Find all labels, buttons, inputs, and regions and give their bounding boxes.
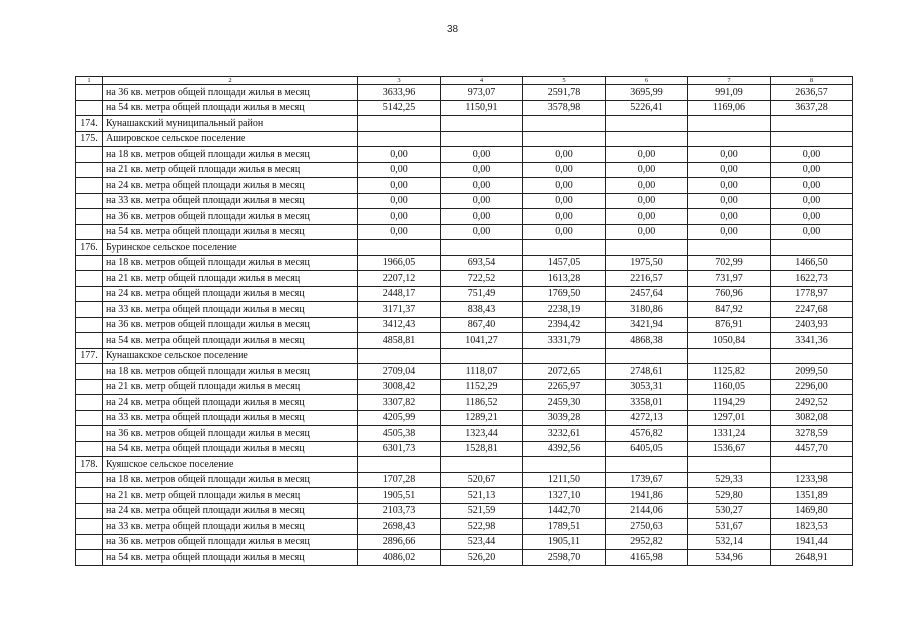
value-cell: 2265,97 <box>523 379 606 395</box>
value-cell: 2459,30 <box>523 395 606 411</box>
value-cell: 973,07 <box>441 85 523 101</box>
row-number <box>76 550 103 566</box>
value-cell <box>771 348 853 364</box>
value-cell: 529,80 <box>688 488 771 504</box>
value-cell: 0,00 <box>606 209 688 225</box>
value-cell: 2896,66 <box>358 534 441 550</box>
value-cell: 1351,89 <box>771 488 853 504</box>
table-row <box>76 240 853 256</box>
row-number <box>76 379 103 395</box>
value-cell <box>688 240 771 256</box>
value-cell: 2072,65 <box>523 364 606 380</box>
table-row <box>76 178 853 194</box>
row-label: на 33 кв. метра общей площади жилья в месяц <box>103 519 358 535</box>
column-number: 2 <box>103 77 358 85</box>
value-cell: 4086,02 <box>358 550 441 566</box>
value-cell: 1233,98 <box>771 472 853 488</box>
value-cell: 1905,11 <box>523 534 606 550</box>
value-cell: 2591,78 <box>523 85 606 101</box>
value-cell: 2207,12 <box>358 271 441 287</box>
value-cell: 3008,42 <box>358 379 441 395</box>
row-number <box>76 271 103 287</box>
value-cell: 1041,27 <box>441 333 523 349</box>
row-label: Куяшское сельское поселение <box>103 457 358 473</box>
table-row <box>76 162 853 178</box>
row-number: 177. <box>76 348 103 364</box>
table-row <box>76 85 853 101</box>
value-cell: 0,00 <box>771 178 853 194</box>
value-cell: 3039,28 <box>523 410 606 426</box>
value-cell: 0,00 <box>771 147 853 163</box>
value-cell: 0,00 <box>606 162 688 178</box>
value-cell: 2238,19 <box>523 302 606 318</box>
value-cell: 1613,28 <box>523 271 606 287</box>
tariff-table <box>75 76 853 566</box>
value-cell <box>688 348 771 364</box>
value-cell <box>523 116 606 132</box>
row-label: Ашировское сельское поселение <box>103 131 358 147</box>
table-row <box>76 224 853 240</box>
value-cell: 0,00 <box>523 209 606 225</box>
value-cell: 0,00 <box>606 224 688 240</box>
row-label: на 54 кв. метра общей площади жилья в месяц <box>103 333 358 349</box>
table-row <box>76 550 853 566</box>
row-number <box>76 395 103 411</box>
table-row <box>76 286 853 302</box>
table-row <box>76 147 853 163</box>
value-cell <box>688 116 771 132</box>
value-cell: 6405,05 <box>606 441 688 457</box>
value-cell: 1050,84 <box>688 333 771 349</box>
value-cell: 0,00 <box>688 147 771 163</box>
row-label: Кунашакское сельское поселение <box>103 348 358 364</box>
value-cell: 4205,99 <box>358 410 441 426</box>
value-cell: 3082,08 <box>771 410 853 426</box>
row-number <box>76 519 103 535</box>
row-label: Кунашакский муниципальный район <box>103 116 358 132</box>
value-cell <box>606 348 688 364</box>
column-number: 1 <box>76 77 103 85</box>
table-row <box>76 100 853 116</box>
row-number <box>76 317 103 333</box>
value-cell: 1289,21 <box>441 410 523 426</box>
value-cell: 1739,67 <box>606 472 688 488</box>
value-cell: 2748,61 <box>606 364 688 380</box>
value-cell: 2492,52 <box>771 395 853 411</box>
value-cell: 3053,31 <box>606 379 688 395</box>
row-number <box>76 85 103 101</box>
value-cell: 2403,93 <box>771 317 853 333</box>
value-cell: 2952,82 <box>606 534 688 550</box>
value-cell: 529,33 <box>688 472 771 488</box>
value-cell: 1150,91 <box>441 100 523 116</box>
value-cell <box>606 240 688 256</box>
table-row <box>76 472 853 488</box>
table-row <box>76 519 853 535</box>
value-cell: 1966,05 <box>358 255 441 271</box>
row-number <box>76 286 103 302</box>
row-label: на 36 кв. метров общей площади жилья в месяц <box>103 426 358 442</box>
column-number: 3 <box>358 77 441 85</box>
row-label: на 18 кв. метров общей площади жилья в месяц <box>103 147 358 163</box>
value-cell: 1778,97 <box>771 286 853 302</box>
value-cell: 0,00 <box>771 209 853 225</box>
row-number <box>76 193 103 209</box>
table-body <box>76 77 853 566</box>
value-cell: 2247,68 <box>771 302 853 318</box>
value-cell: 0,00 <box>606 178 688 194</box>
value-cell: 1160,05 <box>688 379 771 395</box>
value-cell: 0,00 <box>441 209 523 225</box>
value-cell: 2296,00 <box>771 379 853 395</box>
value-cell: 3421,94 <box>606 317 688 333</box>
value-cell: 2750,63 <box>606 519 688 535</box>
value-cell: 1707,28 <box>358 472 441 488</box>
row-number: 175. <box>76 131 103 147</box>
value-cell: 1466,50 <box>771 255 853 271</box>
value-cell: 521,59 <box>441 503 523 519</box>
column-number: 8 <box>771 77 853 85</box>
table-row <box>76 348 853 364</box>
value-cell <box>441 457 523 473</box>
value-cell: 867,40 <box>441 317 523 333</box>
value-cell <box>441 131 523 147</box>
table-row <box>76 488 853 504</box>
value-cell: 0,00 <box>358 178 441 194</box>
value-cell: 0,00 <box>688 193 771 209</box>
value-cell: 0,00 <box>771 162 853 178</box>
row-label: на 21 кв. метр общей площади жилья в месяц <box>103 488 358 504</box>
value-cell: 1125,82 <box>688 364 771 380</box>
value-cell: 1118,07 <box>441 364 523 380</box>
value-cell: 1905,51 <box>358 488 441 504</box>
value-cell <box>771 457 853 473</box>
value-cell <box>358 131 441 147</box>
value-cell: 3341,36 <box>771 333 853 349</box>
value-cell <box>358 240 441 256</box>
value-cell: 751,49 <box>441 286 523 302</box>
value-cell <box>771 131 853 147</box>
value-cell: 4272,13 <box>606 410 688 426</box>
value-cell: 520,67 <box>441 472 523 488</box>
table-row <box>76 302 853 318</box>
value-cell: 0,00 <box>441 162 523 178</box>
value-cell: 4576,82 <box>606 426 688 442</box>
row-label: на 18 кв. метров общей площади жилья в месяц <box>103 364 358 380</box>
value-cell <box>358 116 441 132</box>
value-cell: 2709,04 <box>358 364 441 380</box>
row-label: на 18 кв. метров общей площади жилья в месяц <box>103 472 358 488</box>
value-cell: 1469,80 <box>771 503 853 519</box>
value-cell: 4858,81 <box>358 333 441 349</box>
value-cell: 3358,01 <box>606 395 688 411</box>
value-cell: 1528,81 <box>441 441 523 457</box>
value-cell: 760,96 <box>688 286 771 302</box>
value-cell: 3180,86 <box>606 302 688 318</box>
value-cell <box>688 457 771 473</box>
value-cell: 693,54 <box>441 255 523 271</box>
value-cell <box>523 240 606 256</box>
value-cell: 991,09 <box>688 85 771 101</box>
row-label: на 33 кв. метра общей площади жилья в месяц <box>103 193 358 209</box>
value-cell: 1442,70 <box>523 503 606 519</box>
column-number: 5 <box>523 77 606 85</box>
table-row <box>76 379 853 395</box>
table-row <box>76 441 853 457</box>
row-number: 174. <box>76 116 103 132</box>
value-cell: 523,44 <box>441 534 523 550</box>
value-cell: 3278,59 <box>771 426 853 442</box>
value-cell: 2103,73 <box>358 503 441 519</box>
row-label: на 24 кв. метра общей площади жилья в месяц <box>103 395 358 411</box>
value-cell <box>358 457 441 473</box>
value-cell: 0,00 <box>606 147 688 163</box>
value-cell: 4392,56 <box>523 441 606 457</box>
value-cell: 0,00 <box>441 193 523 209</box>
value-cell: 2457,64 <box>606 286 688 302</box>
value-cell <box>771 240 853 256</box>
value-cell: 1323,44 <box>441 426 523 442</box>
value-cell: 1789,51 <box>523 519 606 535</box>
value-cell: 2636,57 <box>771 85 853 101</box>
value-cell: 1941,44 <box>771 534 853 550</box>
table-row <box>76 503 853 519</box>
value-cell: 521,13 <box>441 488 523 504</box>
value-cell: 3171,37 <box>358 302 441 318</box>
value-cell <box>771 116 853 132</box>
table-row <box>76 209 853 225</box>
row-number <box>76 255 103 271</box>
table-row <box>76 317 853 333</box>
value-cell <box>523 348 606 364</box>
table-row <box>76 193 853 209</box>
row-number <box>76 426 103 442</box>
row-label: на 54 кв. метра общей площади жилья в месяц <box>103 550 358 566</box>
value-cell: 1823,53 <box>771 519 853 535</box>
row-number <box>76 302 103 318</box>
row-label: на 33 кв. метра общей площади жилья в месяц <box>103 302 358 318</box>
value-cell: 0,00 <box>523 147 606 163</box>
value-cell: 2698,43 <box>358 519 441 535</box>
value-cell: 4505,38 <box>358 426 441 442</box>
table-row <box>76 333 853 349</box>
row-label: на 21 кв. метр общей площади жилья в месяц <box>103 379 358 395</box>
table-row <box>76 457 853 473</box>
value-cell <box>606 457 688 473</box>
row-number: 176. <box>76 240 103 256</box>
column-number: 4 <box>441 77 523 85</box>
value-cell: 1152,29 <box>441 379 523 395</box>
value-cell: 3412,43 <box>358 317 441 333</box>
row-label: на 21 кв. метр общей площади жилья в месяц <box>103 162 358 178</box>
table-row <box>76 116 853 132</box>
value-cell: 6301,73 <box>358 441 441 457</box>
value-cell: 731,97 <box>688 271 771 287</box>
value-cell: 876,91 <box>688 317 771 333</box>
value-cell <box>523 131 606 147</box>
row-label: на 24 кв. метра общей площади жилья в месяц <box>103 286 358 302</box>
table-row <box>76 364 853 380</box>
row-number <box>76 333 103 349</box>
row-label: на 54 кв. метра общей площади жилья в месяц <box>103 441 358 457</box>
value-cell: 838,43 <box>441 302 523 318</box>
value-cell: 702,99 <box>688 255 771 271</box>
table-row <box>76 131 853 147</box>
value-cell: 3578,98 <box>523 100 606 116</box>
value-cell: 1169,06 <box>688 100 771 116</box>
value-cell: 0,00 <box>688 224 771 240</box>
row-label: на 24 кв. метра общей площади жилья в месяц <box>103 178 358 194</box>
row-label: на 36 кв. метров общей площади жилья в месяц <box>103 85 358 101</box>
value-cell <box>606 131 688 147</box>
value-cell: 0,00 <box>358 162 441 178</box>
value-cell: 0,00 <box>441 224 523 240</box>
value-cell: 0,00 <box>771 193 853 209</box>
row-number <box>76 162 103 178</box>
value-cell: 3633,96 <box>358 85 441 101</box>
table-row <box>76 426 853 442</box>
value-cell: 2099,50 <box>771 364 853 380</box>
table-row <box>76 255 853 271</box>
value-cell: 0,00 <box>358 224 441 240</box>
row-number <box>76 100 103 116</box>
row-label: на 24 кв. метра общей площади жилья в месяц <box>103 503 358 519</box>
value-cell: 1211,50 <box>523 472 606 488</box>
row-label: на 33 кв. метра общей площади жилья в месяц <box>103 410 358 426</box>
value-cell <box>441 240 523 256</box>
value-cell: 3307,82 <box>358 395 441 411</box>
value-cell: 3232,61 <box>523 426 606 442</box>
row-label: на 54 кв. метра общей площади жилья в месяц <box>103 224 358 240</box>
value-cell: 530,27 <box>688 503 771 519</box>
row-label: на 21 кв. метр общей площади жилья в месяц <box>103 271 358 287</box>
value-cell: 722,52 <box>441 271 523 287</box>
table-row <box>76 271 853 287</box>
column-number: 6 <box>606 77 688 85</box>
row-number <box>76 364 103 380</box>
value-cell <box>441 116 523 132</box>
row-number <box>76 534 103 550</box>
row-number <box>76 410 103 426</box>
value-cell: 1622,73 <box>771 271 853 287</box>
value-cell: 4457,70 <box>771 441 853 457</box>
value-cell: 0,00 <box>606 193 688 209</box>
value-cell: 5142,25 <box>358 100 441 116</box>
row-number <box>76 488 103 504</box>
value-cell: 531,67 <box>688 519 771 535</box>
row-number <box>76 472 103 488</box>
value-cell: 0,00 <box>523 162 606 178</box>
value-cell: 1194,29 <box>688 395 771 411</box>
value-cell: 1769,50 <box>523 286 606 302</box>
column-number: 7 <box>688 77 771 85</box>
column-number-row <box>76 77 853 85</box>
value-cell <box>688 131 771 147</box>
value-cell <box>523 457 606 473</box>
value-cell: 847,92 <box>688 302 771 318</box>
row-number <box>76 503 103 519</box>
table-row <box>76 534 853 550</box>
row-label: на 36 кв. метров общей площади жилья в месяц <box>103 209 358 225</box>
row-number <box>76 441 103 457</box>
value-cell: 2598,70 <box>523 550 606 566</box>
value-cell: 3331,79 <box>523 333 606 349</box>
value-cell: 0,00 <box>441 147 523 163</box>
row-number <box>76 209 103 225</box>
value-cell: 0,00 <box>358 209 441 225</box>
value-cell: 2448,17 <box>358 286 441 302</box>
value-cell: 0,00 <box>358 147 441 163</box>
row-number <box>76 147 103 163</box>
value-cell <box>606 116 688 132</box>
value-cell: 4165,98 <box>606 550 688 566</box>
value-cell: 3637,28 <box>771 100 853 116</box>
row-number: 178. <box>76 457 103 473</box>
value-cell: 0,00 <box>688 178 771 194</box>
value-cell: 1327,10 <box>523 488 606 504</box>
value-cell <box>358 348 441 364</box>
row-number <box>76 224 103 240</box>
value-cell: 0,00 <box>358 193 441 209</box>
value-cell: 0,00 <box>523 178 606 194</box>
value-cell: 0,00 <box>688 162 771 178</box>
value-cell: 0,00 <box>688 209 771 225</box>
value-cell: 526,20 <box>441 550 523 566</box>
value-cell: 0,00 <box>523 224 606 240</box>
value-cell: 534,96 <box>688 550 771 566</box>
value-cell: 2394,42 <box>523 317 606 333</box>
row-label: Буринское сельское поселение <box>103 240 358 256</box>
table-row <box>76 395 853 411</box>
value-cell: 4868,38 <box>606 333 688 349</box>
row-label: на 18 кв. метров общей площади жилья в месяц <box>103 255 358 271</box>
value-cell: 532,14 <box>688 534 771 550</box>
value-cell: 1941,86 <box>606 488 688 504</box>
value-cell: 0,00 <box>523 193 606 209</box>
value-cell: 2216,57 <box>606 271 688 287</box>
value-cell: 0,00 <box>771 224 853 240</box>
row-label: на 36 кв. метров общей площади жилья в месяц <box>103 317 358 333</box>
value-cell: 1186,52 <box>441 395 523 411</box>
value-cell: 1457,05 <box>523 255 606 271</box>
value-cell: 1297,01 <box>688 410 771 426</box>
value-cell: 2144,06 <box>606 503 688 519</box>
value-cell: 1536,67 <box>688 441 771 457</box>
value-cell: 1975,50 <box>606 255 688 271</box>
page-number: 38 <box>446 24 459 35</box>
row-label: на 54 кв. метра общей площади жилья в месяц <box>103 100 358 116</box>
value-cell <box>441 348 523 364</box>
value-cell: 0,00 <box>441 178 523 194</box>
row-label: на 36 кв. метров общей площади жилья в месяц <box>103 534 358 550</box>
value-cell: 1331,24 <box>688 426 771 442</box>
value-cell: 3695,99 <box>606 85 688 101</box>
row-number <box>76 178 103 194</box>
value-cell: 522,98 <box>441 519 523 535</box>
value-cell: 5226,41 <box>606 100 688 116</box>
value-cell: 2648,91 <box>771 550 853 566</box>
table-row <box>76 410 853 426</box>
